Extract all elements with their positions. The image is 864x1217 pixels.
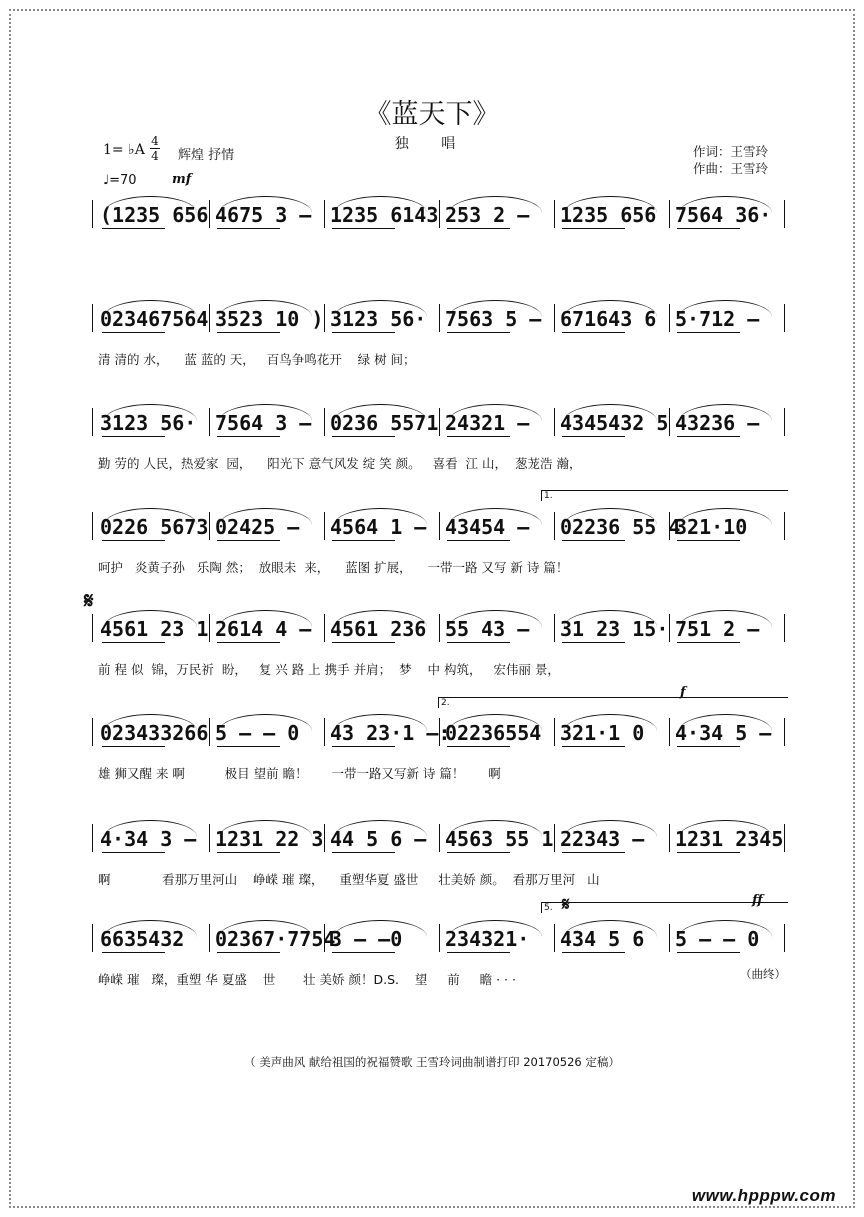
meter-bottom: 4 [151,149,159,163]
lyrics-line: 勤 劳的 人民，热爱家 园， 阳光下 意气风发 绽 笑 颜。 喜看 江 山， 葱茏浩 瀚， [98,456,582,471]
measure-notes: 5·712 – [675,307,760,331]
ending-mark: （曲终） [740,967,786,981]
barline [324,924,325,952]
barline [324,408,325,436]
beam-underline [447,852,510,853]
beam-underline [332,436,395,437]
barline [554,408,555,436]
barline [324,718,325,746]
mood-marking: 辉煌 抒情 [178,148,235,163]
beam-underline [562,436,625,437]
meter-top: 4 [151,134,159,148]
key-signature: 1= ♭A [103,142,145,158]
barline [669,512,670,540]
beam-underline [217,852,280,853]
volta-bracket-1: 1. [541,490,788,501]
measure-notes: 7564 3 – [215,411,312,435]
beam-underline [447,952,510,953]
measure-notes: 234321· [445,927,530,951]
measure-notes: 253 2 – [445,203,530,227]
barline [92,824,93,852]
beam-underline [102,642,165,643]
measure-notes: 22343 – [560,827,645,851]
barline [554,614,555,642]
measure-notes: 6635432 [100,927,185,951]
barline [439,304,440,332]
barline [439,824,440,852]
beam-underline [677,642,740,643]
barline [209,924,210,952]
barline [784,304,785,332]
lyrics-line: 清 清的 水， 蓝 蓝的 天， 百鸟争鸣花开 绿 树 间； [98,352,416,367]
measure-notes: 434 5 6 [560,927,645,951]
barline [92,200,93,228]
barline [554,824,555,852]
barline [439,512,440,540]
beam-underline [562,746,625,747]
beam-underline [102,332,165,333]
barline [92,408,93,436]
beam-underline [447,746,510,747]
lyrics-line: 呵护 炎黄子孙 乐陶 然； 放眼未 来， 蓝图 扩展， 一带一路 又写 新 诗 篇！ [98,560,569,575]
measure-notes: 24321 – [445,411,530,435]
measure-notes: 671643 6 [560,307,657,331]
performance-type: 独 唱 [394,136,470,152]
beam-underline [332,642,395,643]
barline [209,304,210,332]
barline [439,614,440,642]
barline [324,304,325,332]
measure-notes: 4564 1 – [330,515,427,539]
beam-underline [217,332,280,333]
beam-underline [102,228,165,229]
song-title: 《蓝天下》 [364,99,500,130]
volta-bracket-5: 5. [541,902,788,913]
barline [92,718,93,746]
measure-notes: 4·34 5 – [675,721,772,745]
beam-underline [562,952,625,953]
beam-underline [217,540,280,541]
measure-notes: 0236 5571 [330,411,439,435]
barline [324,614,325,642]
measure-notes: 02425 – [215,515,300,539]
segno-sign: 𝄋 [84,588,94,614]
barline [784,718,785,746]
beam-underline [102,540,165,541]
lyrics-line: 前 程 似 锦，万民祈 盼， 复 兴 路 上 携手 并肩； 梦 中 构筑， 宏伟丽 景， [98,662,560,677]
barline [669,200,670,228]
measure-notes: 43 23·1 –: [330,721,451,745]
measure-notes: 1235 6143 [330,203,439,227]
beam-underline [217,436,280,437]
tempo-marking: ♩=70 [103,173,137,188]
measure-notes: 44 5 6 – [330,827,427,851]
beam-underline [677,746,740,747]
measure-notes: 2614 4 – [215,617,312,641]
barline [669,304,670,332]
barline [209,614,210,642]
beam-underline [447,228,510,229]
barline [324,200,325,228]
beam-underline [562,642,625,643]
barline [92,304,93,332]
measure-notes: 55 43 – [445,617,530,641]
measure-notes: 1235 656 [560,203,657,227]
dynamic-ff: ff [752,893,763,908]
barline [784,408,785,436]
beam-underline [332,228,395,229]
barline [92,924,93,952]
beam-underline [447,642,510,643]
measure-notes: 02236554 [445,721,542,745]
measure-notes: 7563 5 – [445,307,542,331]
beam-underline [102,852,165,853]
beam-underline [677,852,740,853]
barline [439,200,440,228]
measure-notes: 023433266 [100,721,209,745]
page-border [9,9,855,1208]
barline [439,408,440,436]
barline [554,718,555,746]
beam-underline [677,540,740,541]
barline [669,614,670,642]
measure-notes: 3523 10 ) [215,307,324,331]
beam-underline [217,952,280,953]
beam-underline [217,228,280,229]
barline [554,924,555,952]
beam-underline [677,436,740,437]
segno-sign-end: 𝄋 [562,894,570,915]
barline [92,614,93,642]
barline [439,924,440,952]
measure-notes: 0226 5673 [100,515,209,539]
time-signature [150,134,160,163]
beam-underline [332,952,395,953]
beam-underline [332,852,395,853]
measure-notes: 3123 56· [100,411,197,435]
beam-underline [447,332,510,333]
lyrics-line: 峥嵘 璀 璨，重塑 华 夏盛 世 壮 美娇 颜！D.S. 望 前 瞻 · · · [98,972,516,987]
measure-notes: 4·34 3 – [100,827,197,851]
barline [209,408,210,436]
measure-notes: 1231 2345 [675,827,784,851]
beam-underline [332,332,395,333]
beam-underline [332,540,395,541]
footer-note: （ 美声曲风 献给祖国的祝福赞歌 王雪玲词曲制谱打印 20170526 定稿） [244,1055,620,1069]
beam-underline [102,746,165,747]
measure-notes: 4675 3 – [215,203,312,227]
measure-notes: (1235 656 [100,203,209,227]
measure-notes: 7564 36· [675,203,772,227]
beam-underline [102,436,165,437]
barline [784,200,785,228]
measure-notes: 02236 55 4 [560,515,681,539]
lyricist: 作词：王雪玲 [692,144,768,159]
barline [554,512,555,540]
credits [693,143,768,177]
barline [669,924,670,952]
beam-underline [562,332,625,333]
barline [669,408,670,436]
barline [209,824,210,852]
watermark: www.hpppw.com [691,1186,836,1205]
measure-notes: 4561 236 [330,617,427,641]
barline [669,824,670,852]
barline [784,824,785,852]
measure-notes: 43454 – [445,515,530,539]
lyrics-line: 啊 看那万里河山 峥嵘 璀 璨， 重塑华夏 盛世 壮美娇 颜。 看那万里河 山 [98,872,600,887]
measure-notes: 43236 – [675,411,760,435]
barline [324,824,325,852]
barline [669,718,670,746]
barline [209,512,210,540]
barline [209,718,210,746]
beam-underline [217,746,280,747]
beam-underline [677,332,740,333]
measure-notes: 31 23 15· [560,617,669,641]
beam-underline [447,540,510,541]
measure-notes: 4563 55 1 [445,827,554,851]
barline [554,304,555,332]
barline [209,200,210,228]
composer: 作曲：王雪玲 [692,161,768,176]
measure-notes: 4561 23 1 [100,617,209,641]
beam-underline [562,540,625,541]
beam-underline [332,746,395,747]
measure-notes: 321·1 0 [560,721,645,745]
beam-underline [677,952,740,953]
dynamic-mf: mf [172,172,192,187]
barline [784,924,785,952]
beam-underline [562,852,625,853]
beam-underline [677,228,740,229]
barline [784,614,785,642]
barline [92,512,93,540]
beam-underline [447,436,510,437]
measure-notes: 3123 56· [330,307,427,331]
beam-underline [217,642,280,643]
measure-notes: 5 – – 0 [215,721,300,745]
beam-underline [562,228,625,229]
measure-notes: 1231 22 3 [215,827,324,851]
measure-notes: 751 2 – [675,617,760,641]
barline [784,512,785,540]
beam-underline [102,952,165,953]
lyrics-line: 雄 狮又醒 来 啊 极目 望前 瞻！ 一带一路又写新 诗 篇！ 啊 [98,766,501,781]
barline [324,512,325,540]
measure-notes: 5 – – 0 [675,927,760,951]
volta-bracket-2: 2. [438,697,788,708]
measure-notes: 02367·7754 [215,927,336,951]
barline [554,200,555,228]
measure-notes: 321·10 [675,515,748,539]
dynamic-f: f [680,685,686,700]
measure-notes: 4345432 5 [560,411,669,435]
barline [439,718,440,746]
measure-notes: 3 – –0 [330,927,403,951]
measure-notes: 023467564 [100,307,209,331]
